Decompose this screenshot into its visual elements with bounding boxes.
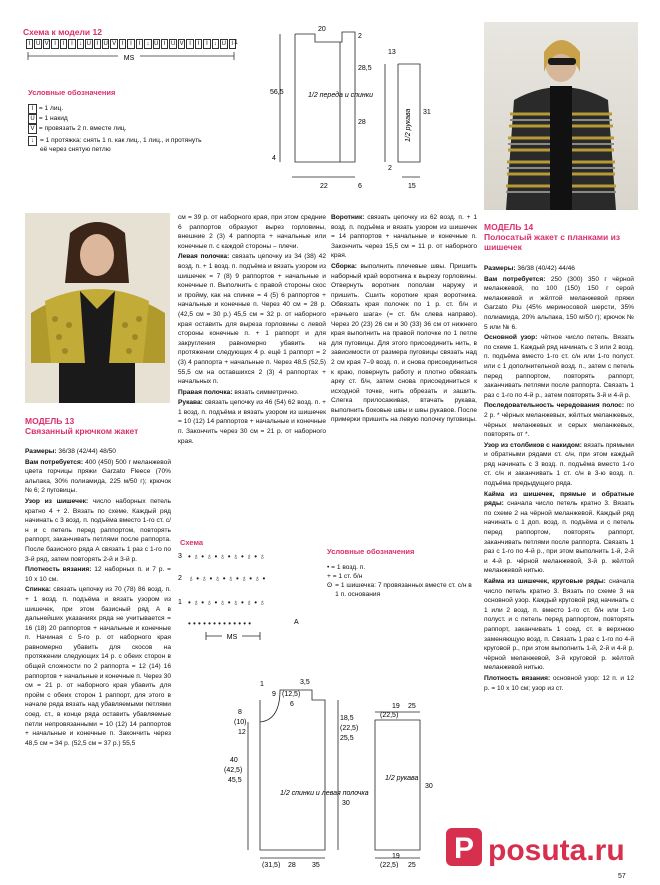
pattern-13-dim: (22,5) xyxy=(340,725,359,732)
assembly-value: выполнить плечевые швы. Пришить наборный край воротника к вырезу горловины. Отвернуть воротник пополам наружу и пришить. Сшить короткие края воротника. Обвязать края полочек по 1 р. ст. б/н и «рачьего шага» (= ст. б/н слева направо). Через 20 (23) 26 см и 30 (33) 36 см от нижнего края выполнить на правой полочке по 1 петле для пуговицы. Для этого присоединить нить, в зависимости от размера пуговицы связать над 2 см края 7–9 возд. п. и снова присоединиться к краю, повернуть работу и плотно обвязать арку ст. б/н, затем снова присоединиться к исходной точке, нить обрезать и зашить. Слегка прилосаживая, втачать рукава, выполнить боковые швы и швы рукавов. После примерки пришить на левую полочку пуговицы. xyxy=(331,262,477,424)
left-front-value: связать цепочку из 34 (38) 42 возд. п. + 1 возд. п. подъёма и вязать узором из шишечек = 7 (8) 9 раппортов + начальные и конечные п. Выполнить с правой стороны скос и пройму, как на спинке = 4 (5) 6 раппортов + начальные и конечные п. Через 40 см = 28 р. (42,5 см = 30 р.) 45,5 см = 32 р. от наборного края оставить для выреза горловины с левой стороны конечные п. + 1 раппорт и для закругления равномерно убавить на протяжении следующих 4 р. ещё 1 раппорт = 2 (3) 4 раппорта + начальные п. Через 48,5 (52,5) 55,5 см на оставшихся 2 (3) 4 раппортах + начальных п. xyxy=(178,253,326,386)
skpo-symbol: ↓ xyxy=(28,136,37,146)
sleeves-label: Рукава: xyxy=(178,399,203,407)
scheme-13-label-a: A xyxy=(294,619,299,626)
back-continued: см = 39 р. от наборного края, при этом средние 6 раппортов образуют вырез горловины, внешние 2 (3) 4 раппорта + начальные или конечные п. с каждой стороны – плечи. xyxy=(178,214,326,250)
chart-cell: I xyxy=(68,39,75,49)
model-13-subtitle: Связанный крючком жакет xyxy=(25,426,139,436)
pattern-12-dim: 2 xyxy=(388,165,392,172)
edge-rows-value: сначала число петель кратно 3. Вязать по схеме 2 на чёрной меланжевой. Каждый ряд начинать с 1 доп. возд. п. подъёма и с петель перед раппортом, повторять раппорт, заканчивать петлями после раппорта. Связать 1 раз с 1-го по 4-й р., при этом выполнить 1-й, 2-й и 4-й р. чёрной меланжевой, 3-й р. жёлтой меланжевой нитью. xyxy=(484,500,634,575)
model-13-number: МОДЕЛЬ 13 xyxy=(25,416,75,426)
pattern-12-dim: 6 xyxy=(358,183,362,190)
model-14-number: МОДЕЛЬ 14 xyxy=(484,222,534,232)
watermark-text: posuta.ru xyxy=(488,834,625,867)
chart-cell: I xyxy=(186,39,193,49)
scheme-12-title: Схема к модели 12 xyxy=(23,27,102,37)
pattern-13-sleeve-label: 1/2 рукава xyxy=(385,775,419,782)
stripes-label: Последовательность чередования полос: xyxy=(484,402,625,410)
model-13-col-3 xyxy=(331,213,477,513)
legend-12 xyxy=(28,104,208,154)
model-13-title xyxy=(25,416,138,436)
yarnover-symbol: U xyxy=(28,114,37,124)
chart-cell: I xyxy=(136,39,143,49)
model-14-subtitle: Полосатый жакет с планками из шишечек xyxy=(484,232,621,252)
need-label: Вам потребуется: xyxy=(25,458,84,466)
pattern-13-dim: 8 xyxy=(238,709,242,716)
pattern-13-dim: (42,5) xyxy=(224,767,243,774)
chart-cell: ↓ xyxy=(212,39,219,49)
pattern-12-dim: 2 xyxy=(358,33,362,40)
sizes-value: 36/38 (42/44) 48/50 xyxy=(58,448,116,455)
need-value: 250 (300) 350 г чёрной меланжевой, по 100 (150) 150 г серой меланжевой и жёлтой меланжевой пряжи Garzato Piu (45% мериносовой шерсти, 35% полиамида, 20% альпака, 150 м/50 г); крючок № 5 или № 6. xyxy=(484,275,634,331)
scheme-12-row-number: 1 xyxy=(234,39,238,46)
k2tog-symbol: V xyxy=(28,124,37,134)
bobble-symbol: ʘ xyxy=(327,582,333,589)
pattern-13-dim: 28 xyxy=(288,862,296,868)
pattern-13-dim: (10) xyxy=(234,719,247,726)
main-pattern-value: чётное число петель. Вязать по схеме 1. Каждый ряд начинать с 3 или 2 возд. п. подъёма вместо 1-го ст. с/н или 1-го полуст. или с 1 дополнительной возд. п., затем с петель перед раппортом, повторять раппорт, заканчивать петлями после раппорта. Связать 1 раз с 1-го по 4-й р., затем повторять 3-й и 4-й р. xyxy=(484,334,634,399)
pattern-13-dim: 19 xyxy=(392,703,400,710)
pattern-13-dim: 40 xyxy=(230,757,238,764)
legend-12-text: = 1 лиц. xyxy=(38,105,64,112)
model-13-col-2 xyxy=(178,213,326,513)
legend-12-item xyxy=(28,114,208,124)
edge-rounds-value: сначала число петель кратно 3. Вязать по схеме 3 на основной узор. Каждый круговой ряд начинать с 1 или 2 возд. п. вместо 1-го ст. б/н или 1-го полуст. и с петель перед раппортом, повторять раппорт, заканчивать 1 соед. ст. в верхнюю заменяющую возд. п. Связать 1 раз с 1-го по 4-й круговой р., при этом выполнить 1-й, 2-й и 4-й р. чёрной меланжевой, 3-й круговой р. жёлтой меланжевой нитью. xyxy=(484,578,634,672)
pattern-13-dim: 6 xyxy=(290,701,294,708)
sc-symbol: + xyxy=(327,573,331,580)
density-value: основной узор: 12 п. и 12 р. = 10 х 10 см; узор из ст. xyxy=(484,674,634,692)
density-label: Плотность вязания: xyxy=(25,566,92,574)
legend-13-text: = 1 ст. б/н xyxy=(332,573,363,580)
chart-cell: U xyxy=(221,41,226,47)
scheme-13-ms-label: MS xyxy=(226,634,238,641)
pattern-12-dim: 20 xyxy=(318,26,326,33)
legend-13-item xyxy=(327,572,477,581)
scheme-12-ms-bracket xyxy=(26,52,236,64)
svg-text:• ♁ • ♁ • ♁ • ♁ • ♁ • ♁: • ♁ • ♁ • ♁ • ♁ • ♁ • ♁ xyxy=(188,598,266,607)
scheme-13-row-number: 2 xyxy=(178,575,182,582)
pattern-12-dim: 13 xyxy=(388,49,396,56)
chart-cell: I xyxy=(26,39,33,49)
pattern-12-dim: 4 xyxy=(272,155,276,162)
svg-text:P: P xyxy=(453,832,475,865)
model-14-title xyxy=(484,222,634,252)
legend-12-item xyxy=(28,124,208,134)
chart-cell: ↓ xyxy=(77,39,84,49)
chart-cell: I xyxy=(60,39,67,49)
pattern-12-dim: 22 xyxy=(320,183,328,190)
chart-cell: U xyxy=(154,41,159,47)
stripes-value: по 2 р. * чёрных меланжевых, жёлтых меланжевых, чёрных меланжевых и серых меланжевых, повторять от *. xyxy=(484,402,634,439)
chart-cell: U xyxy=(170,41,176,47)
right-front-value: вязать симметрично. xyxy=(234,388,299,396)
chart-cell: V xyxy=(179,41,184,47)
sizes-label: Размеры: xyxy=(484,265,516,272)
watermark-logo-graphic xyxy=(446,822,626,872)
sizes-label: Размеры: xyxy=(25,448,57,455)
pattern-12-dim: 31 xyxy=(423,109,431,116)
svg-text:• • • • • • • • • • • • •: • • • • • • • • • • • • • xyxy=(188,619,252,628)
chart-cell: I xyxy=(51,39,58,49)
knit-symbol: I xyxy=(28,104,37,114)
pattern-13-dim: 18,5 xyxy=(340,715,354,722)
pattern-13-dim: (31,5) xyxy=(262,862,281,868)
pattern-13-dim: 9 xyxy=(272,691,276,698)
pattern-12-dim: 56,5 xyxy=(270,89,284,96)
pattern-12-front-label: 1/2 переда и спинки xyxy=(308,92,373,99)
scheme-13-row-number: 3 xyxy=(178,553,182,560)
collar-value: связать цепочку из 62 возд. п. + 1 возд. п. подъёма и вязать узором из шишечек = 14 раппортов + начальные и конечные п. Закончить через 15,5 см = 11 р. от наборного края. xyxy=(331,214,477,260)
model-13-col-1 xyxy=(25,447,171,867)
chart-cell: I xyxy=(119,39,126,49)
pattern-13-dim: 12 xyxy=(238,729,246,736)
main-pattern-label: Основной узор: xyxy=(484,334,538,342)
chart-cell: V xyxy=(44,41,49,47)
legend-13-title: Условные обозначения xyxy=(327,547,415,556)
legend-12-text: = провязать 2 п. вместе лиц. xyxy=(38,125,127,132)
pattern-12-dim: 28 xyxy=(358,119,366,126)
pattern-12-dim: 28,5 xyxy=(358,65,372,72)
pattern-13-dim: 25 xyxy=(408,862,416,868)
back-value: связать цепочку из 70 (78) 86 возд. п. + 1 возд. п. подъёма и вязать узором из шишечек, при этом базисный ряд А в дальнейших указаниях ряда не учитывается = 16 (18) 20 раппортов + начальные и конечные п. Начиная с 5-го р. от наборного края равномерно убавить для скосов на протяжении следующих 14 р. с обеих сторон в общей сложности по 2 раппорта = 12 (14) 16 раппортов + начальные и конечные п. Через 30 см = 21 р. от наборного края убавить для пройм с обеих сторон 1 раппорт, для этого в начале ряда вязать над убавляемыми петлями соед. ст., в конце ряда оставить убавляемые петли непровязанными = 10 (12) 14 раппортов + начальные и конечные п. Закончить через 48,5 см = 34 р. (52,5 см = 37 р.) 55,5 xyxy=(25,586,171,747)
pattern-13-dim: 19 xyxy=(392,853,400,860)
chart-cell: I xyxy=(94,39,101,49)
chart-cell: I xyxy=(161,39,168,49)
chart-cell: I xyxy=(229,39,236,49)
legend-12-item xyxy=(28,104,208,114)
dc-pattern-value: вязать прямыми и обратными рядами ст. с/н, при этом каждый ряд начинать с 3 возд. п. подъёма вместо 1-го ст. с/н и заканчивать 1 ст. с/н в 3-ю возд. п. подъёма предыдущего ряда. xyxy=(484,441,634,488)
legend-12-item xyxy=(28,136,208,154)
chain-symbol: • xyxy=(327,564,330,571)
chart-cell: U xyxy=(86,41,91,47)
scheme-12-chart xyxy=(26,39,236,51)
legend-13 xyxy=(327,563,477,599)
need-label: Вам потребуется: xyxy=(484,275,546,283)
legend-13-item xyxy=(327,563,477,572)
edge-rounds-label: Кайма из шишечек, круговые ряды: xyxy=(484,578,606,585)
pattern-12-dim: 15 xyxy=(408,183,416,190)
need-value: 400 (450) 500 г меланжевой цвета горчицы пряжи Garzato Fleece (70% альпака, 30% полиамида, 225 м/50 г); крючок № 6; 2 пуговицы. xyxy=(25,458,171,495)
pattern-label: Узор из шишечек: xyxy=(25,497,89,505)
chart-cell: I xyxy=(203,39,210,49)
pattern-13-diagram xyxy=(200,670,480,868)
legend-12-title: Условные обозначения xyxy=(28,88,116,97)
pattern-13-dim: 30 xyxy=(425,783,433,790)
scheme-13-title: Схема xyxy=(180,538,204,547)
pattern-13-dim: 30 xyxy=(342,800,350,807)
scheme-13-chart xyxy=(178,548,308,648)
density-label: Плотность вязания: xyxy=(484,674,551,682)
model-14-col xyxy=(484,264,634,844)
watermark-logo xyxy=(446,822,626,872)
page-number: 57 xyxy=(618,873,626,880)
scheme-13-row-number: 1 xyxy=(178,599,182,606)
pattern-13-dim: 35 xyxy=(312,862,320,868)
svg-text:♁ • ♁ • ♁ • ♁ • ♁ • ♁ •: ♁ • ♁ • ♁ • ♁ • ♁ • ♁ • xyxy=(188,574,266,583)
chart-cell: I xyxy=(195,39,202,49)
pattern-13-dim: (12,5) xyxy=(282,691,301,698)
chart-cell: I xyxy=(127,39,134,49)
chart-cell: V xyxy=(112,41,117,47)
right-front-label: Правая полочка: xyxy=(178,388,233,396)
model-13-photo xyxy=(25,213,170,403)
chart-cell: ↓ xyxy=(144,39,151,49)
legend-13-item xyxy=(327,581,477,599)
pattern-12-sleeve-label: 1/2 рукава xyxy=(405,108,412,142)
chart-cell: U xyxy=(35,41,41,47)
legend-12-text: = 1 накид xyxy=(38,115,68,122)
legend-13-text: = 1 возд. п. xyxy=(331,564,366,571)
sizes-value: 36/38 (40/42) 44/46 xyxy=(517,265,575,272)
pattern-value: число наборных петель кратно 4 + 2. Вязать по схеме. Каждый ряд начинать с 3 возд. п. подъёма вместо 1-го ст. с/н и с петель перед раппортом, повторять раппорт, заканчивать петлями после раппорта. После базисного ряда А связать 1 раз с 1-го по 3-й ряд, затем повторять 2-й и 3-й р. xyxy=(25,497,171,563)
chart-cell: U xyxy=(103,41,108,47)
pattern-13-dim: 25 xyxy=(408,703,416,710)
legend-12-text: = 1 протяжка: снять 1 п. как лиц., 1 лиц., и протянуть её через снятую петлю xyxy=(40,137,202,153)
back-label: Спинка: xyxy=(25,586,51,594)
pattern-12-diagram xyxy=(270,22,470,192)
model-13-illustration xyxy=(25,213,170,403)
model-14-illustration xyxy=(484,22,638,210)
pattern-13-dim: (22,5) xyxy=(380,862,399,868)
collar-label: Воротник: xyxy=(331,214,365,221)
pattern-13-dim: 3,5 xyxy=(300,679,310,686)
pattern-13-dim: 25,5 xyxy=(340,735,354,742)
legend-13-text: = 1 шишечка: 7 провязанных вместе ст. с/н в 1 п. основания xyxy=(335,582,472,598)
edge-rows-label: Кайма из шишечек, прямые и обратные ряды: xyxy=(484,490,634,508)
left-front-label: Левая полочка: xyxy=(178,253,230,261)
assembly-label: Сборка: xyxy=(331,262,357,270)
density-value: 12 наборных п. и 7 р. = 10 х 10 см. xyxy=(25,566,171,583)
scheme-12-ms-label: MS xyxy=(123,55,135,62)
svg-text:• ♁ • ♁ • ♁ • ♁ • ♁ • ♁: • ♁ • ♁ • ♁ • ♁ • ♁ • ♁ xyxy=(188,552,266,561)
sleeves-value: связать цепочку из 46 (54) 62 возд. п. + 1 возд. п. подъёма и вязать узором из шишечек = 10 (12) 14 раппортов + начальные и конечные п. Закончить через 30 см = 21 р. от наборного края. xyxy=(178,399,326,445)
pattern-13-back-label: 1/2 спинки и левая полочка xyxy=(280,790,369,797)
pattern-13-dim: 45,5 xyxy=(228,777,242,784)
dc-pattern-label: Узор из столбиков с накидом: xyxy=(484,441,582,449)
pattern-13-dim: 1 xyxy=(260,681,264,688)
pattern-13-dim: (22,5) xyxy=(380,712,399,719)
model-14-photo xyxy=(484,22,638,210)
